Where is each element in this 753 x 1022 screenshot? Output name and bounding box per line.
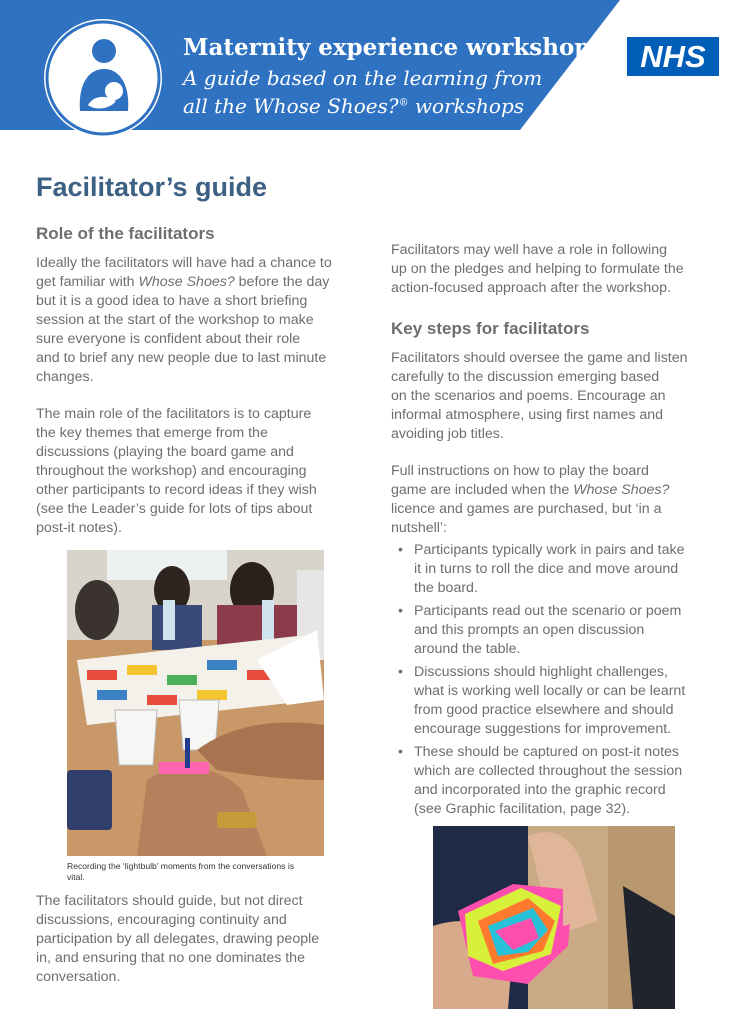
key-steps-list (398, 541, 685, 823)
header-subtitle-line2: all the Whose Shoes?® workshops (183, 94, 525, 118)
right-paragraph-3: Full instructions on how to play the board game are included when the Whose Shoes? licence and games are purchased, but ‘in a nutshell’: (391, 463, 670, 536)
list-item: • These should be captured on post-it notes which are collected throughout the session and incorporated into the graphic record (see Graphic facilitation, page 32). (398, 744, 683, 817)
page-title: Facilitator’s guide (36, 172, 268, 202)
right-paragraph-1: Facilitators may well have a role in following up on the pledges and helping to formulate the action-focused approach after the workshop. (391, 242, 684, 296)
logo-circle (44, 19, 162, 137)
list-item: • Participants read out the scenario or poem and this prompts an open discussion around the table. (398, 603, 682, 657)
left-paragraph-2: The main role of the facilitators is to capture the key themes that emerge from the discussions (playing the board game and throughout the workshop) and encouraging other participants to record ideas if they wish (see the Leader’s guide for lots of tips about post-it notes). (36, 406, 317, 536)
nhs-logo: NHS (627, 37, 719, 76)
list-item: • Participants typically work in pairs and take it in turns to roll the dice and move around the board. (398, 542, 685, 596)
workshop-table-photo (67, 550, 324, 856)
section-heading-role: Role of the facilitators (36, 224, 215, 243)
photo-caption: Recording the ‘lightbulb’ moments from the conversations is vital. (67, 861, 295, 882)
mother-and-baby-icon (44, 19, 162, 137)
header-title: Maternity experience workshop (183, 34, 591, 61)
list-item: • Discussions should highlight challenges, what is working well locally or can be learnt from good practice elsewhere and should encourage suggestions for improvement. (398, 664, 686, 737)
left-paragraph-1: Ideally the facilitators will have had a chance to get familiar with Whose Shoes? before the day but it is a good idea to have a short briefing session at the start of the workshop to make sure everyone is confident about their role and to brief any new people due to last minute changes. (36, 255, 332, 385)
right-paragraph-2: Facilitators should oversee the game and listen carefully to the discussion emerging based on the scenarios and poems. Encourage an informal atmosphere, using first names and avoiding job titles. (391, 350, 688, 442)
header-subtitle-line1: A guide based on the learning from (183, 66, 543, 90)
left-paragraph-3: The facilitators should guide, but not direct discussions, encouraging continuity and participation by all delegates, drawing people in, and ensuring that no one dominates the conversation. (36, 893, 320, 985)
section-heading-key-steps: Key steps for facilitators (391, 319, 590, 338)
post-it-notes-photo (433, 826, 675, 1009)
